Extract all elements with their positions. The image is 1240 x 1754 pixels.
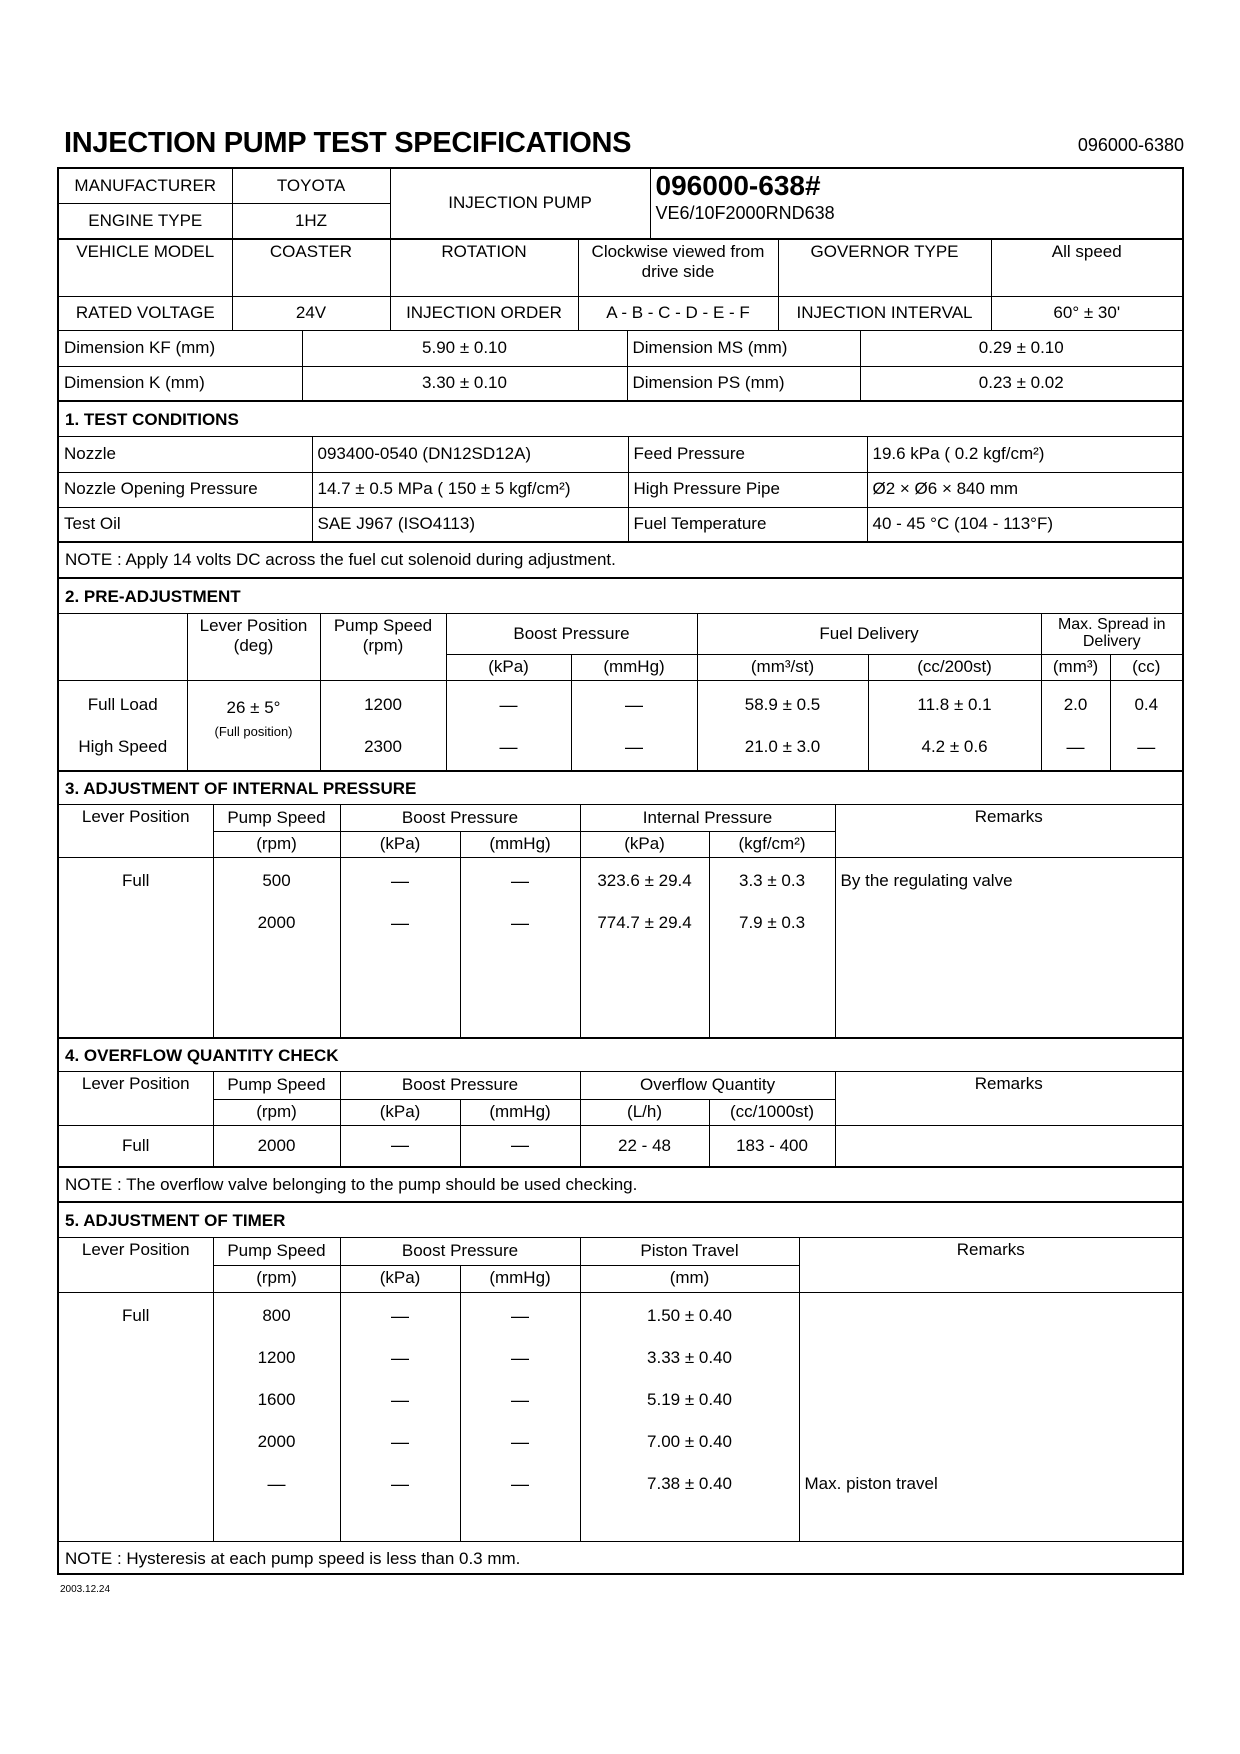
section-heading	[59, 400, 1182, 438]
dimension-ps-label: Dimension PS (mm)	[627, 366, 860, 401]
ip-unit-mmhg: (mmHg)	[460, 831, 580, 857]
tm-unit-mmhg: (mmHg)	[460, 1265, 580, 1292]
table-cell: —	[499, 694, 518, 715]
pre-unit-mm3: (mm³)	[1041, 654, 1110, 680]
governor-type-label: GOVERNOR TYPE	[778, 240, 991, 296]
dimension-ms-label: Dimension MS (mm)	[627, 331, 860, 366]
tm-unit-rpm: (rpm)	[213, 1265, 340, 1292]
pre-adjustment-heading: 2. PRE-ADJUSTMENT	[65, 587, 241, 606]
dimension-kf-label: Dimension KF (mm)	[59, 331, 302, 366]
table-cell: 3.33 ± 0.40	[647, 1347, 732, 1367]
ip-col-lever: Lever Position	[59, 805, 213, 857]
rated-voltage-label: RATED VOLTAGE	[59, 296, 232, 330]
tm-col-piston: Piston Travel	[580, 1238, 799, 1265]
fuel-temp-value: 40 - 45 °C (104 - 113°F)	[867, 507, 1182, 542]
pre-unit-cc200: (cc/200st)	[868, 654, 1041, 680]
note-row	[59, 541, 1182, 578]
table-cell: 1200	[257, 1347, 296, 1367]
dimension-ps-value: 0.23 ± 0.02	[860, 366, 1182, 401]
note-row	[59, 1541, 1182, 1576]
of-col-remarks: Remarks	[835, 1072, 1182, 1125]
ip-unit-kgf: (kgf/cm²)	[709, 831, 835, 857]
overflow-heading: 4. OVERFLOW QUANTITY CHECK	[65, 1046, 339, 1065]
pre-unit-kpa: (kPa)	[446, 654, 571, 680]
table-cell: —	[1137, 736, 1156, 757]
feed-pressure-label: Feed Pressure	[628, 437, 867, 472]
table-cell: 1.50 ± 0.40	[647, 1305, 732, 1325]
ip-remark: By the regulating valve	[840, 870, 1013, 890]
injection-pump-label: INJECTION PUMP	[390, 169, 650, 239]
table-cell: —	[511, 1347, 529, 1368]
overflow-note: NOTE : The overflow valve belonging to the pump should be used checking.	[65, 1174, 638, 1194]
timer-heading: 5. ADJUSTMENT OF TIMER	[65, 1211, 286, 1230]
dimension-k-label: Dimension K (mm)	[59, 366, 302, 401]
of-unit-cc1000: (cc/1000st)	[709, 1099, 835, 1125]
of-col-boost: Boost Pressure	[340, 1072, 580, 1099]
table-cell: —	[511, 1305, 529, 1326]
table-cell: 2000	[213, 1125, 340, 1167]
spec-sheet	[57, 167, 1184, 1575]
table-cell: —	[511, 912, 529, 933]
table-cell: 1600	[257, 1389, 296, 1409]
table-cell: Full	[122, 870, 150, 890]
table-cell	[835, 1125, 1182, 1167]
section-heading	[59, 577, 1182, 615]
table-cell: 2000	[257, 912, 296, 932]
rotation-label: ROTATION	[390, 240, 578, 296]
governor-type-value: All speed	[991, 240, 1182, 296]
of-unit-rpm: (rpm)	[213, 1099, 340, 1125]
hp-pipe-label: High Pressure Pipe	[628, 472, 867, 507]
tm-col-lever: Lever Position	[59, 1238, 213, 1292]
injection-interval-label: INJECTION INTERVAL	[778, 296, 991, 330]
section-heading	[59, 1037, 1182, 1073]
engine-type-value: 1HZ	[232, 203, 390, 238]
ip-col-remarks: Remarks	[835, 805, 1182, 857]
injection-order-value: A - B - C - D - E - F	[578, 296, 778, 330]
table-cell: —	[511, 1473, 529, 1494]
table-cell: 3.3 ± 0.3	[739, 870, 806, 890]
table-cell: 2300	[364, 736, 402, 756]
table-cell: —	[511, 870, 529, 891]
section-heading	[59, 770, 1182, 806]
rotation-value: Clockwise viewed from drive side	[578, 240, 778, 296]
table-cell: —	[391, 1473, 409, 1494]
table-cell: —	[460, 1125, 580, 1167]
dimension-k-value: 3.30 ± 0.10	[302, 366, 627, 401]
table-cell: 11.8 ± 0.1	[917, 694, 992, 714]
vehicle-model-value: COASTER	[232, 240, 390, 296]
internal-pressure-table	[59, 804, 1182, 1038]
page-title: INJECTION PUMP TEST SPECIFICATIONS	[64, 127, 632, 159]
of-col-pump-speed: Pump Speed	[213, 1072, 340, 1099]
ip-unit-rpm: (rpm)	[213, 831, 340, 857]
tm-col-remarks: Remarks	[799, 1238, 1182, 1292]
engine-type-label: ENGINE TYPE	[59, 203, 232, 238]
pre-col-lever: Lever Position (deg)	[187, 614, 320, 680]
of-unit-mmhg: (mmHg)	[460, 1099, 580, 1125]
table-cell: —	[340, 1125, 460, 1167]
tm-unit-kpa: (kPa)	[340, 1265, 460, 1292]
dimension-kf-value: 5.90 ± 0.10	[302, 331, 627, 366]
table-cell: 4.2 ± 0.6	[921, 736, 988, 756]
timer-table	[59, 1237, 1182, 1542]
table-cell: 58.9 ± 0.5	[744, 694, 821, 714]
table-cell: 2000	[257, 1431, 296, 1451]
pre-unit-cc: (cc)	[1110, 654, 1182, 680]
header-block	[59, 169, 1182, 239]
of-unit-kpa: (kPa)	[340, 1099, 460, 1125]
test-conditions-heading: 1. TEST CONDITIONS	[65, 410, 239, 429]
table-cell: —	[511, 1431, 529, 1452]
pre-unit-mmhg: (mmHg)	[571, 654, 697, 680]
pre-col-boost: Boost Pressure	[446, 614, 697, 654]
pre-col-pump-speed: Pump Speed (rpm)	[320, 614, 446, 680]
table-cell: 7.00 ± 0.40	[647, 1431, 732, 1451]
rated-voltage-value: 24V	[232, 296, 390, 330]
manufacturer-label: MANUFACTURER	[59, 169, 232, 203]
ip-unit-kpa-internal: (kPa)	[580, 831, 709, 857]
tm-unit-mm: (mm)	[580, 1265, 799, 1292]
table-cell: —	[391, 912, 409, 933]
table-cell: —	[267, 1473, 286, 1494]
dimension-ms-value: 0.29 ± 0.10	[860, 331, 1182, 366]
pre-unit-mm3st: (mm³/st)	[697, 654, 868, 680]
ip-col-internal: Internal Pressure	[580, 805, 835, 831]
pump-model: VE6/10F2000RND638	[655, 202, 835, 223]
test-oil-label: Test Oil	[59, 507, 312, 542]
document-number: 096000-6380	[1077, 135, 1184, 155]
table-cell: —	[511, 1389, 529, 1410]
pre-blank-cell	[59, 614, 187, 680]
table-cell: —	[391, 1347, 409, 1368]
of-unit-lh: (L/h)	[580, 1099, 709, 1125]
nozzle-label: Nozzle	[59, 437, 312, 472]
table-cell: Full	[59, 1125, 213, 1167]
table-cell: —	[391, 1431, 409, 1452]
pre-col-fuel: Fuel Delivery	[697, 614, 1041, 654]
pre-lever-value: 26 ± 5°	[226, 697, 281, 717]
pre-row-labels	[59, 680, 187, 771]
test-conditions-table	[59, 436, 1182, 542]
note-row	[59, 1166, 1182, 1202]
section-heading	[59, 1201, 1182, 1239]
table-cell: 7.38 ± 0.40	[647, 1473, 732, 1493]
tm-remark: Max. piston travel	[804, 1473, 938, 1493]
tm-col-boost: Boost Pressure	[340, 1238, 580, 1265]
table-cell: —	[391, 870, 409, 891]
table-cell: 800	[262, 1305, 291, 1325]
nozzle-value: 093400-0540 (DN12SD12A)	[312, 437, 628, 472]
table-row: Full Load	[87, 694, 158, 714]
date-stamp: 2003.12.24	[60, 1584, 111, 1595]
table-cell: —	[499, 736, 518, 757]
table-cell: 0.4	[1134, 694, 1159, 714]
test-oil-value: SAE J967 (ISO4113)	[312, 507, 628, 542]
timer-note: NOTE : Hysteresis at each pump speed is less than 0.3 mm.	[65, 1549, 521, 1568]
table-cell: 21.0 ± 3.0	[744, 736, 821, 756]
fuel-temp-label: Fuel Temperature	[628, 507, 867, 542]
nozzle-opening-value: 14.7 ± 0.5 MPa ( 150 ± 5 kgf/cm²)	[312, 472, 628, 507]
table-cell: 183 - 400	[709, 1125, 835, 1167]
pre-adjustment-table	[59, 613, 1182, 771]
of-col-lever: Lever Position	[59, 1072, 213, 1125]
feed-pressure-value: 19.6 kPa ( 0.2 kgf/cm²)	[867, 437, 1182, 472]
table-row: High Speed	[78, 736, 168, 756]
manufacturer-value: TOYOTA	[232, 169, 390, 203]
internal-pressure-heading: 3. ADJUSTMENT OF INTERNAL PRESSURE	[65, 779, 417, 798]
test-conditions-note: NOTE : Apply 14 volts DC across the fuel cut solenoid during adjustment.	[65, 550, 616, 569]
table-cell: —	[625, 694, 643, 715]
tm-col-pump-speed: Pump Speed	[213, 1238, 340, 1265]
table-cell: Full	[122, 1305, 150, 1325]
of-col-overflow: Overflow Quantity	[580, 1072, 835, 1099]
ip-col-pump-speed: Pump Speed	[213, 805, 340, 831]
overflow-table	[59, 1071, 1182, 1167]
table-cell: 500	[262, 870, 291, 890]
injection-order-label: INJECTION ORDER	[390, 296, 578, 330]
table-cell: 22 - 48	[580, 1125, 709, 1167]
table-cell: 1200	[364, 694, 402, 714]
ip-unit-kpa: (kPa)	[340, 831, 460, 857]
table-cell: —	[391, 1305, 409, 1326]
injection-interval-value: 60° ± 30'	[991, 296, 1182, 330]
vehicle-model-label: VEHICLE MODEL	[59, 240, 232, 296]
table-cell: 774.7 ± 29.4	[597, 912, 692, 932]
hp-pipe-value: Ø2 × Ø6 × 840 mm	[867, 472, 1182, 507]
vehicle-block	[59, 239, 1182, 331]
pre-lever-cell	[187, 680, 320, 771]
table-cell: —	[625, 736, 643, 757]
table-cell: —	[1066, 736, 1085, 757]
table-cell: 2.0	[1063, 694, 1088, 714]
nozzle-opening-label: Nozzle Opening Pressure	[59, 472, 312, 507]
pre-lever-note: (Full position)	[214, 723, 293, 739]
table-cell: —	[391, 1389, 409, 1410]
table-cell: 323.6 ± 29.4	[597, 870, 692, 890]
dimensions-block	[59, 330, 1182, 401]
pre-col-spread: Max. Spread in Delivery	[1041, 614, 1182, 654]
pump-number: 096000-638#	[655, 170, 821, 201]
ip-col-boost: Boost Pressure	[340, 805, 580, 831]
table-cell: 5.19 ± 0.40	[647, 1389, 732, 1409]
table-cell: 7.9 ± 0.3	[739, 912, 806, 932]
